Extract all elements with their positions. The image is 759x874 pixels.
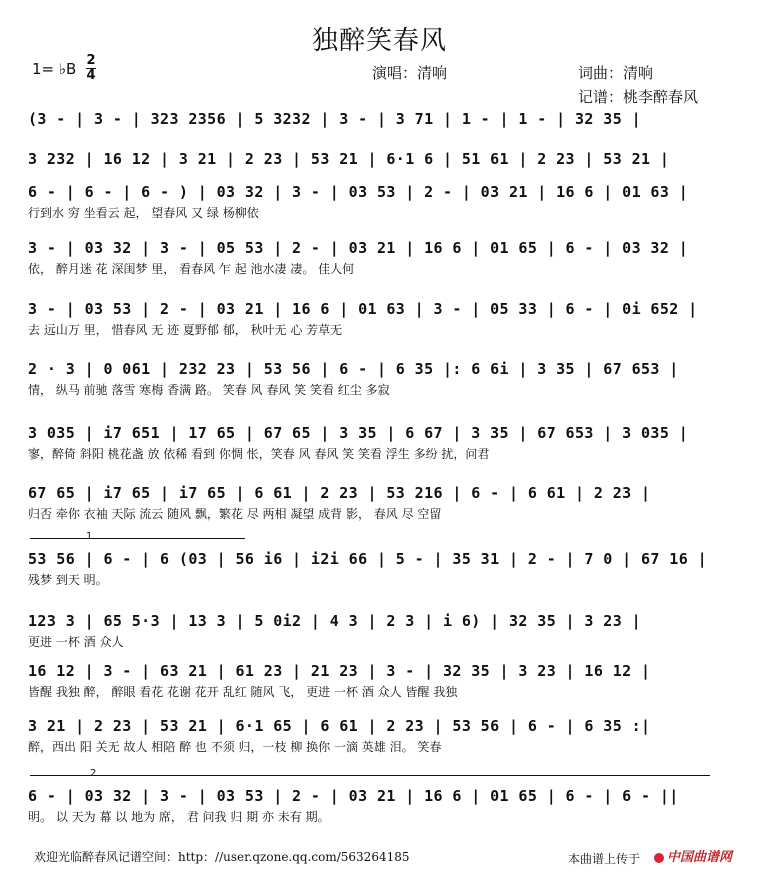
notes-line: 6 - | 03 32 | 3 - | 03 53 | 2 - | 03 21 | 16 6 | 01 65 | 6 - | 6 - || bbox=[28, 787, 679, 805]
first-ending-number: 1 bbox=[86, 531, 93, 542]
notes-line: 2 · 3 | 0 061 | 232 23 | 53 56 | 6 - | 6 35 |: 6 6i | 3 35 | 67 653 | bbox=[28, 360, 679, 378]
time-top: 2 bbox=[86, 53, 96, 68]
score-row bbox=[28, 548, 730, 590]
first-ending-bracket bbox=[30, 538, 245, 539]
recorder-credit: 记谱：桃李醉春风 bbox=[578, 88, 699, 106]
upload-note: 本曲谱上传于 bbox=[568, 852, 641, 866]
singer-credit: 演唱：清响 bbox=[372, 64, 448, 82]
notes-line: 3 232 | 16 12 | 3 21 | 2 23 | 53 21 | 6·1 6 | 51 61 | 2 23 | 53 21 | bbox=[28, 150, 670, 168]
score-row bbox=[28, 181, 730, 223]
time-signature bbox=[86, 55, 96, 82]
score-row bbox=[28, 610, 730, 652]
notes-line: 53 56 | 6 - | 6 (03 | 56 i6 | i2i 66 | 5 - | 35 31 | 2 - | 7 0 | 67 16 | bbox=[28, 550, 708, 568]
score-row bbox=[28, 482, 730, 524]
notes-line: (3 - | 3 - | 323 2356 | 5 3232 | 3 - | 3 71 | 1 - | 1 - | 32 35 | bbox=[28, 110, 641, 128]
score-row bbox=[28, 298, 730, 340]
lyrics-line: 更进 一杯 酒 众人 bbox=[28, 635, 124, 649]
logo-icon bbox=[654, 853, 664, 863]
notes-line: 16 12 | 3 - | 63 21 | 61 23 | 21 23 | 3 - | 32 35 | 3 23 | 16 12 | bbox=[28, 662, 651, 680]
notes-line: 123 3 | 65 5·3 | 13 3 | 5 0i2 | 4 3 | 2 3 | i 6) | 32 35 | 3 23 | bbox=[28, 612, 641, 630]
notes-line: 3 - | 03 53 | 2 - | 03 21 | 16 6 | 01 63 | 3 - | 05 33 | 6 - | 0i 652 | bbox=[28, 300, 698, 318]
site-logo-text: 中国曲谱网 bbox=[667, 850, 733, 865]
lyrics-line: 残梦 到天 明。 bbox=[28, 573, 108, 587]
lyricist-credit: 词曲：清响 bbox=[578, 64, 654, 82]
notes-line: 3 21 | 2 23 | 53 21 | 6·1 65 | 6 61 | 2 23 | 53 56 | 6 - | 6 35 :| bbox=[28, 717, 651, 735]
footer-link[interactable]: 欢迎光临醉春风记谱空间：http：//user.qzone.qq.com/563264185 bbox=[34, 850, 410, 864]
lyrics-line: 明。 以 天为 幕 以 地为 席， 君 问我 归 期 亦 未有 期。 bbox=[28, 810, 330, 824]
score-row bbox=[28, 715, 730, 757]
score-row bbox=[28, 108, 730, 150]
lyrics-line: 醉，西出 阳 关无 故人 相陪 醉 也 不须 归，一枝 柳 换你 一滴 英雄 泪。 笑春 bbox=[28, 740, 442, 754]
notes-line: 3 - | 03 32 | 3 - | 05 53 | 2 - | 03 21 | 16 6 | 01 65 | 6 - | 03 32 | bbox=[28, 239, 689, 257]
song-title: 独醉笑春风 bbox=[311, 26, 447, 56]
lyrics-line: 依， 醉月迷 花 深闺梦 里， 看春风 乍 起 池水凄 凄。 佳人何 bbox=[28, 262, 355, 276]
lyrics-line bbox=[28, 130, 730, 150]
score-row bbox=[28, 660, 730, 702]
second-ending-number: 2 bbox=[90, 768, 97, 779]
time-bottom: 4 bbox=[86, 68, 96, 83]
score-row bbox=[28, 358, 730, 400]
lyrics-line: 皆醒 我独 醉， 醉眼 看花 花谢 花开 乱红 随风 飞， 更进 一杯 酒 众人 皆醒 我独 bbox=[28, 685, 458, 699]
lyrics-line: 去 远山万 里， 惜春风 无 迹 夏野郁 郁， 秋叶无 心 芳草无 bbox=[28, 323, 343, 337]
key-signature: 1= ♭B bbox=[32, 60, 77, 78]
score-row bbox=[28, 422, 730, 464]
second-ending-bracket bbox=[30, 775, 710, 776]
score-row bbox=[28, 237, 730, 279]
notes-line: 67 65 | i7 65 | i7 65 | 6 61 | 2 23 | 53 216 | 6 - | 6 61 | 2 23 | bbox=[28, 484, 651, 502]
lyrics-line: 归否 牵你 衣袖 天际 流云 随风 飘，繁花 尽 两相 凝望 成背 影， 春风 尽 空留 bbox=[28, 507, 442, 521]
lyrics-line: 寥，醉倚 斜阳 桃花盏 放 依稀 看到 你惆 怅，笑春 风 春风 笑 笑看 浮生 多纷 扰，问君 bbox=[28, 447, 490, 461]
site-logo[interactable] bbox=[654, 846, 732, 865]
notes-line: 6 - | 6 - | 6 - ) | 03 32 | 3 - | 03 53 | 2 - | 03 21 | 16 6 | 01 63 | bbox=[28, 183, 689, 201]
lyrics-line: 行到水 穷 坐看云 起， 望春风 又 绿 杨柳依 bbox=[28, 206, 259, 220]
notes-line: 3 035 | i7 651 | 17 65 | 67 65 | 3 35 | 6 67 | 3 35 | 67 653 | 3 035 | bbox=[28, 424, 689, 442]
score-row bbox=[28, 785, 730, 827]
lyrics-line: 情， 纵马 前驰 落雪 寒梅 香满 路。 笑春 风 春风 笑 笑看 红尘 多寂 bbox=[28, 383, 390, 397]
